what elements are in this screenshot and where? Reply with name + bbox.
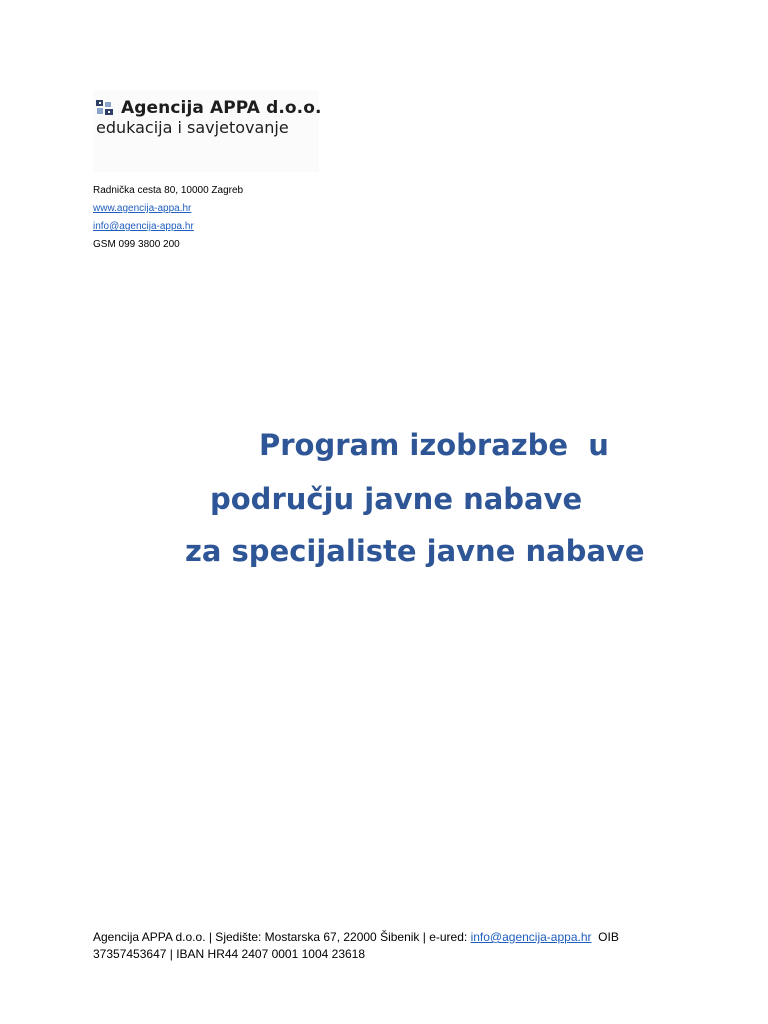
contact-block <box>93 182 243 254</box>
logo-company-name: Agencija APPA d.o.o. <box>121 98 322 118</box>
logo-tagline: edukacija i savjetovanje <box>96 118 289 137</box>
footer-company-info: Agencija APPA d.o.o. | Sjedište: Mostarska 67, 22000 Šibenik | e-ured: <box>93 930 471 944</box>
logo-header <box>95 98 322 118</box>
title-line-3: za specijaliste javne nabave <box>185 534 645 568</box>
company-logo <box>93 90 322 172</box>
email-link[interactable]: info@agencija-appa.hr <box>93 221 194 232</box>
contact-phone: GSM 099 3800 200 <box>93 239 180 250</box>
page-footer <box>93 929 673 963</box>
website-link[interactable]: www.agencija-appa.hr <box>93 203 192 214</box>
footer-bank-info: OIB 37357453647 | IBAN HR44 2407 0001 1004 23618 <box>93 930 623 961</box>
contact-address: Radnička cesta 80, 10000 Zagreb <box>93 185 244 196</box>
footer-email-link[interactable]: info@agencija-appa.hr <box>470 930 592 944</box>
title-line-2: području javne nabave <box>210 482 583 516</box>
logo-squares-icon <box>95 99 117 117</box>
title-line-1: Program izobrazbe u <box>259 428 609 462</box>
